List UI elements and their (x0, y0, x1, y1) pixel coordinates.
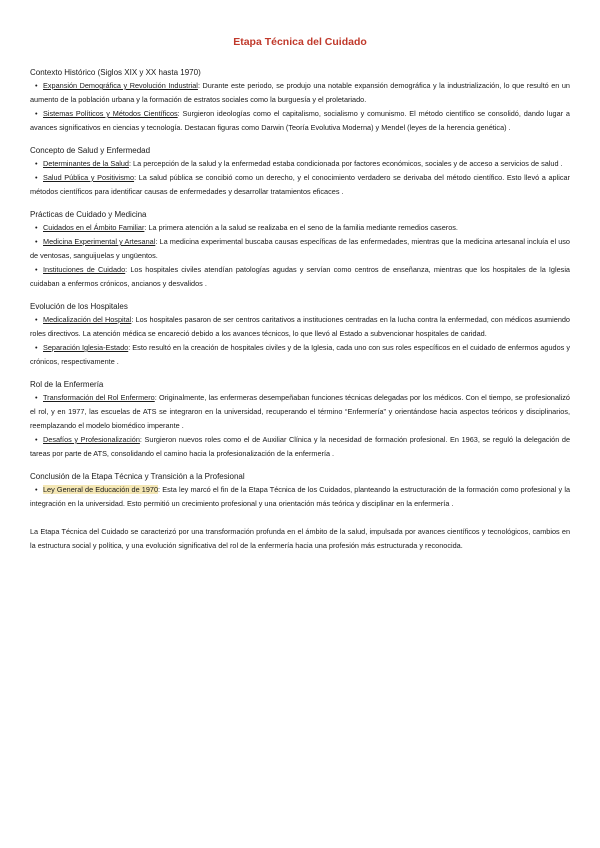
item-lead: Separación Iglesia-Estado (43, 343, 129, 352)
item-text: : La medicina experimental buscaba causas específicas de las enfermedades, mientras que la medicina artesanal incluía el uso de ventosas, sanguijuelas y ungüentos. (30, 237, 570, 260)
section-heading: Contexto Histórico (Siglos XIX y XX hasta 1970) (30, 68, 201, 77)
item-text: : La primera atención a la salud se realizaba en el seno de la familia mediante remedios caseros. (144, 223, 458, 232)
section-conclusion-etapa (30, 472, 570, 511)
bullet-item (30, 391, 570, 433)
item-text: : La salud pública se concibió como un derecho, y el conocimiento verdadero se derivaba del método científico. Esto llevó a aplicar métodos científicos para identificar causas de enfermedades y desarrollar tratamientos eficaces . (30, 173, 570, 196)
bullet-icon: • (35, 237, 38, 246)
item-text: : La percepción de la salud y la enfermedad estaba condicionada por factores económicos, sociales y de acceso a servicios de salud . (129, 159, 563, 168)
bullet-item (30, 263, 570, 291)
item-lead: Medicina Experimental y Artesanal (43, 237, 156, 246)
bullet-item (30, 171, 570, 199)
item-lead: Determinantes de la Salud (43, 159, 129, 168)
section-heading: Evolución de los Hospitales (30, 302, 128, 311)
bullet-icon: • (35, 343, 38, 352)
item-lead: Salud Pública y Positivismo (43, 173, 135, 182)
item-text: : Originalmente, las enfermeras desempeñaban funciones técnicas delegadas por los médicos. Con el tiempo, se profesionalizó el rol, y en 1977, las escuelas de ATS se integraron en la universidad, recuperando el término “Enfermería” y orientándose hacia aspectos teóricos y disciplinarios, reemplazando el modelo biomédico imperante . (30, 393, 570, 430)
bullet-icon: • (35, 265, 38, 274)
item-lead: Desafíos y Profesionalización (43, 435, 140, 444)
document-title: Etapa Técnica del Cuidado (233, 36, 367, 48)
item-lead: Transformación del Rol Enfermero (43, 393, 155, 402)
item-lead: Sistemas Políticos y Métodos Científicos (43, 109, 178, 118)
bullet-item (30, 157, 570, 171)
bullet-item (30, 235, 570, 263)
bullet-item (30, 313, 570, 341)
section-concepto-salud (30, 146, 570, 199)
item-text: : Surgieron nuevos roles como el de Auxiliar Clínica y la necesidad de formación profesional. En 1963, se reguló la delegación de tareas por parte de ATS, consolidando el camino hacia la profesionalización de la enfermería . (30, 435, 571, 458)
bullet-icon: • (35, 173, 38, 182)
bullet-icon: • (35, 159, 38, 168)
bullet-item (30, 107, 570, 135)
item-text: : Esto resultó en la creación de hospitales civiles y de la Iglesia, cada uno con sus roles específicos en el cuidado de enfermos agudos y crónicos, respectivamente . (30, 343, 570, 366)
section-heading: Prácticas de Cuidado y Medicina (30, 210, 147, 219)
bullet-item (30, 79, 570, 107)
section-evolucion-hospitales (30, 302, 570, 369)
section-heading: Rol de la Enfermería (30, 380, 104, 389)
bullet-icon: • (35, 223, 38, 232)
item-lead-highlighted: Ley General de Educación de 1970 (43, 485, 159, 494)
bullet-item (30, 221, 570, 235)
bullet-item (30, 433, 570, 461)
item-lead: Cuidados en el Ámbito Familiar (43, 223, 145, 232)
section-contexto-historico (30, 68, 570, 135)
section-rol-enfermeria (30, 380, 570, 461)
bullet-icon: • (35, 485, 38, 494)
bullet-icon: • (35, 435, 38, 444)
section-heading: Conclusión de la Etapa Técnica y Transición a la Profesional (30, 472, 245, 481)
bullet-item (30, 483, 570, 511)
item-text: : Durante este periodo, se produjo una notable expansión demográfica y la industrialización, lo que resultó en un aumento de la población urbana y la formación de estratos sociales como la burguesía y el proletariado. (30, 81, 570, 104)
item-text: : Los hospitales pasaron de ser centros caritativos a instituciones centradas en la lucha contra la enfermedad, con médicos asumiendo roles directivos. La atención médica se encareció debido a los avances técnicos, lo que llevó al Estado a subvencionar hospitales de caridad. (30, 315, 570, 338)
item-lead: Medicalización del Hospital (43, 315, 132, 324)
section-heading: Concepto de Salud y Enfermedad (30, 146, 151, 155)
bullet-icon: • (35, 81, 38, 90)
item-text: : Los hospitales civiles atendían patologías agudas y servían como centros de enseñanza, mientras que los hospitales de la Iglesia cuidaban a enfermos crónicos, ancianos y desvalidos . (30, 265, 570, 288)
bullet-icon: • (35, 315, 38, 324)
item-text: : Esta ley marcó el fin de la Etapa Técnica de los Cuidados, planteando la estructuración de la formación como profesional y la integración en la universidad. Esto permitió un crecimiento profesional y una orientación más teórica y disciplinar en la enfermería . (30, 485, 570, 508)
bullet-item (30, 341, 570, 369)
bullet-icon: • (35, 109, 38, 118)
section-practicas-cuidado (30, 210, 570, 291)
item-lead: Expansión Demográfica y Revolución Industrial (43, 81, 198, 90)
bullet-icon: • (35, 393, 38, 402)
conclusion-paragraph: La Etapa Técnica del Cuidado se caracterizó por una transformación profunda en el ámbito de la salud, impulsada por avances científicos y tecnológicos, cambios en la estructura social y política, y una evolución significativa del rol de la enfermería hacia una profesión más estructurada y reconocida. (30, 527, 570, 550)
item-lead: Instituciones de Cuidado (43, 265, 126, 274)
item-text: : Surgieron ideologías como el capitalismo, socialismo y comunismo. El método científico se consolidó, dando lugar a avances significativos en ciencias y tecnología. Destacan figuras como Darwin (Teoría Evolutiva Moderna) y Mendel (leyes de la herencia genética) . (30, 109, 570, 132)
